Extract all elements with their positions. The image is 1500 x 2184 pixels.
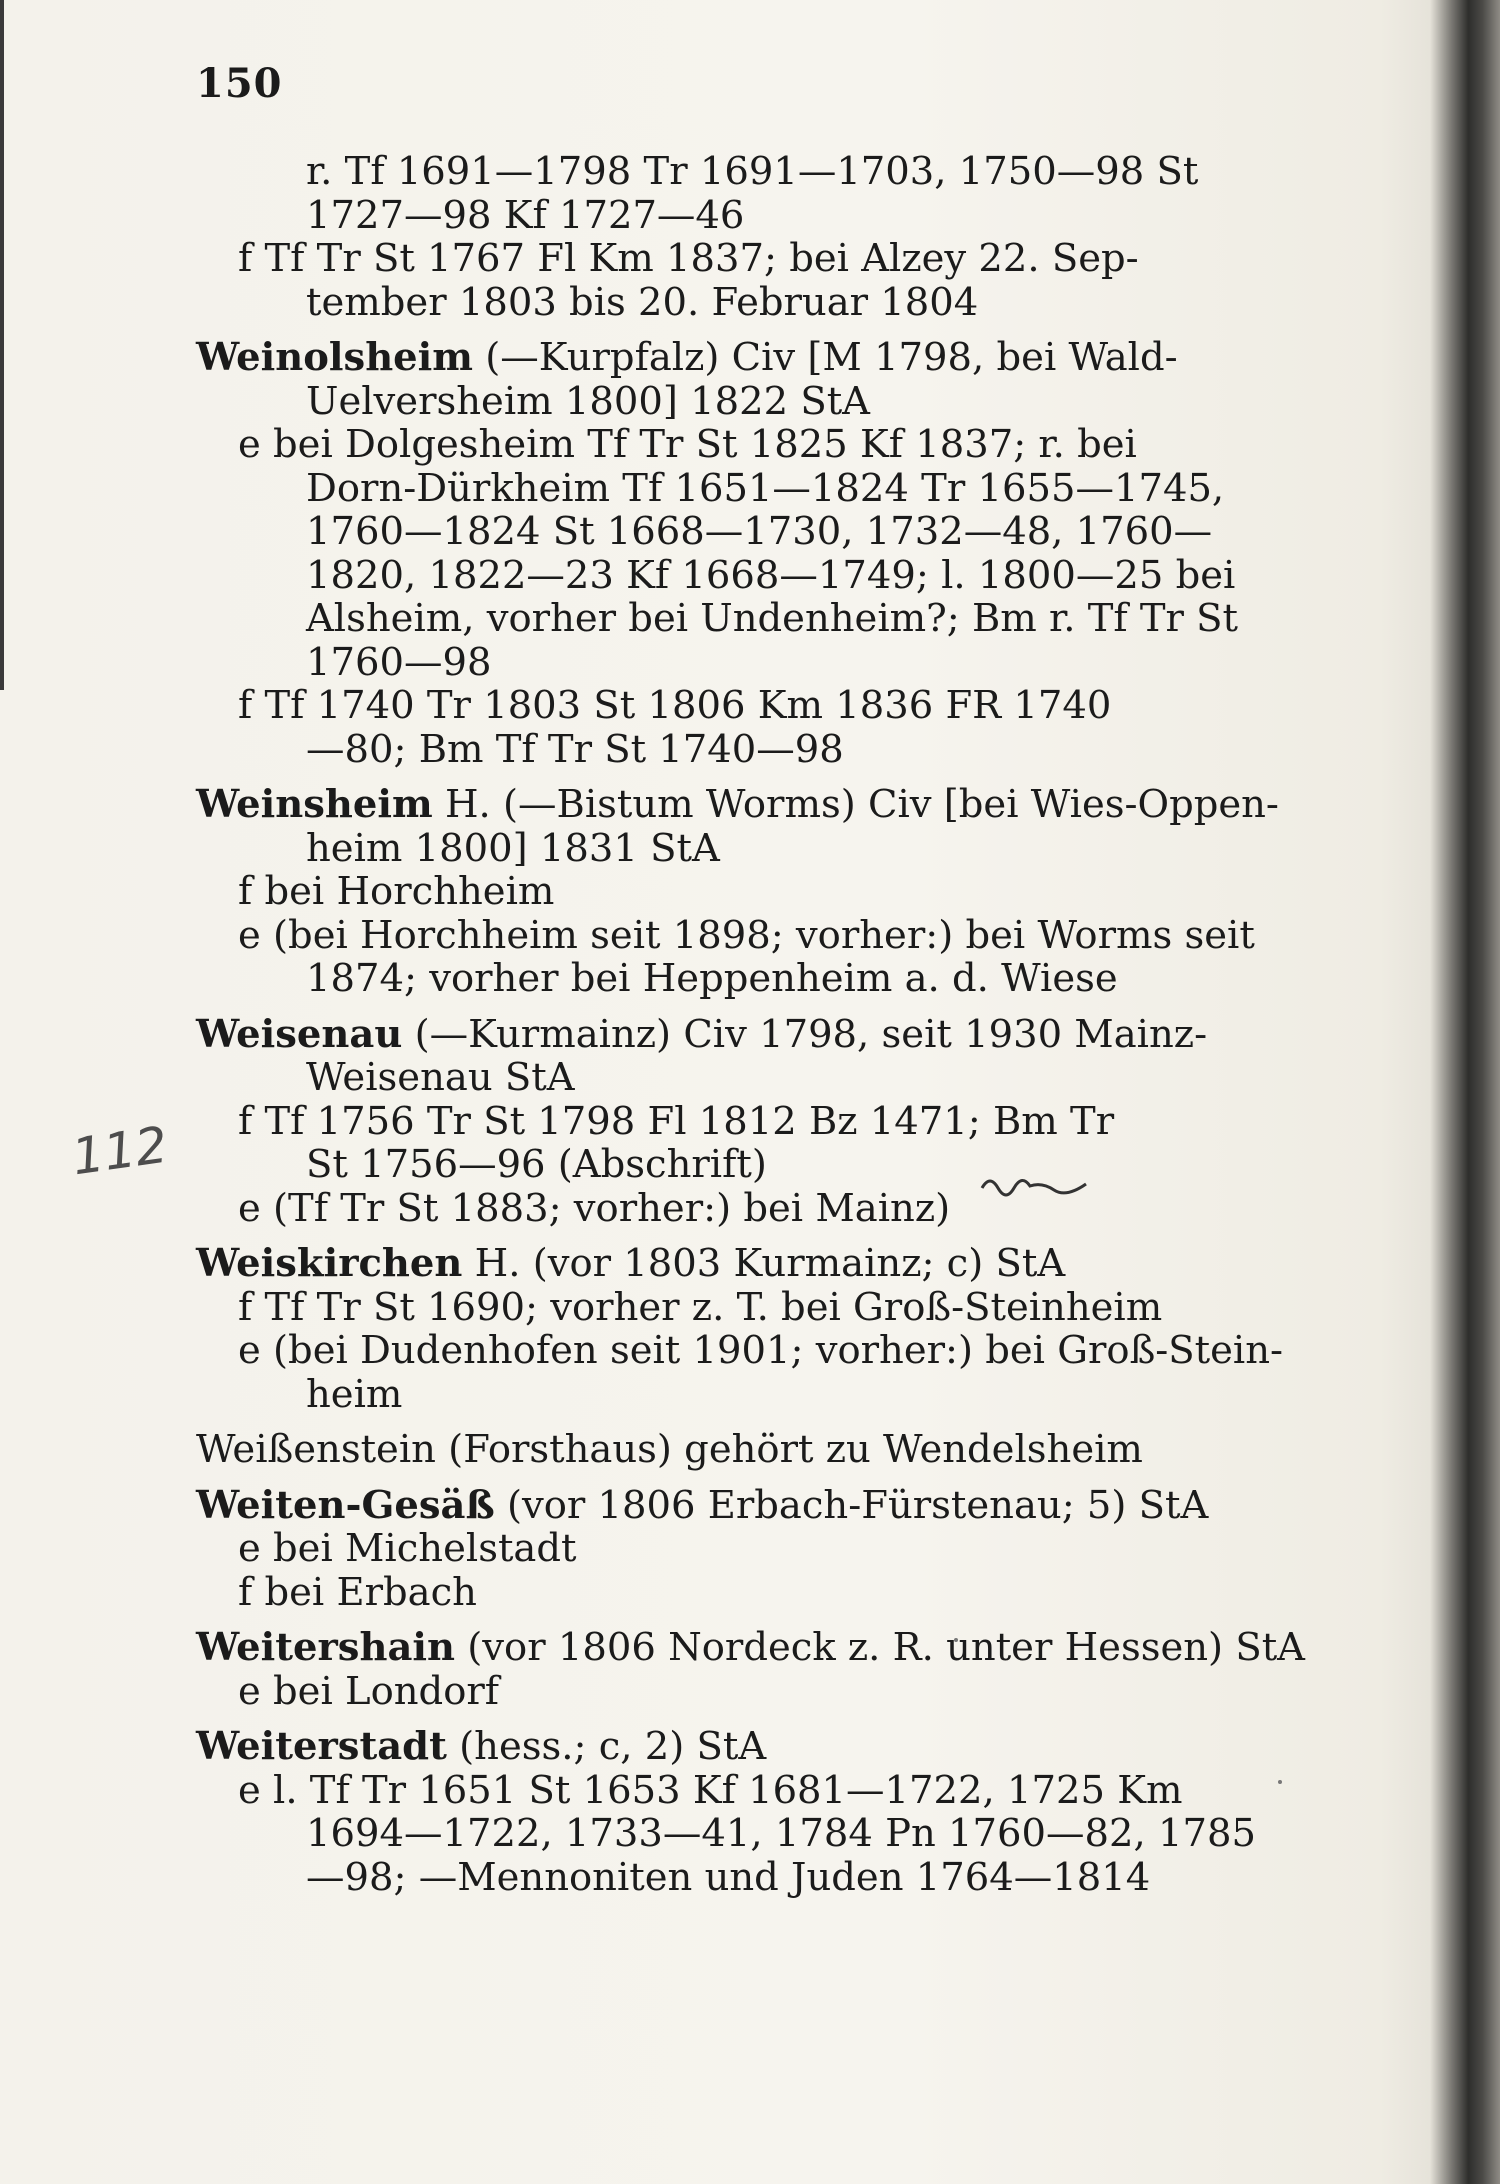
entry-line: St 1756—96 (Abschrift) (306, 1142, 767, 1187)
entry-line: r. Tf 1691—1798 Tr 1691—1703, 1750—98 St (306, 149, 1199, 194)
entry-heading (196, 1013, 1266, 1057)
handwritten-margin-note: 112 (68, 1115, 172, 1187)
entry-line: Alsheim, vorher bei Undenheim?; Bm r. Tf Tr St (306, 596, 1239, 641)
book-spine-shadow (1430, 0, 1500, 2184)
entry-line: f Tf 1756 Tr St 1798 Fl 1812 Bz 1471; Bm Tr (238, 1098, 1115, 1144)
entry-headword: Weinolsheim (196, 335, 474, 380)
entry-line: 1727—98 Kf 1727—46 (306, 192, 745, 238)
entry-line: 1820, 1822—23 Kf 1668—1749; l. 1800—25 bei (306, 552, 1236, 598)
paper-speck (1278, 1780, 1282, 1784)
entry-headword: Weisenau (196, 1011, 403, 1057)
entry-headword: Weiten-Gesäß (196, 1482, 495, 1528)
entry-line: heim 1800] 1831 StA (306, 825, 720, 871)
entry-line: e (bei Dudenhofen seit 1901; vorher:) bei Groß-Stein- (238, 1328, 1284, 1373)
entry-line: e (bei Horchheim seit 1898; vorher:) bei Worms seit (238, 912, 1255, 958)
gazetteer-entries (196, 149, 1305, 1911)
entry-line: e bei Michelstadt (238, 1526, 577, 1571)
entry-weiten-gesaess (196, 1484, 1266, 1615)
entry-heading (196, 782, 1279, 827)
entry-weinolsheim (196, 336, 1266, 771)
entry-line: 1694—1722, 1733—41, 1784 Pn 1760—82, 1785 (306, 1811, 1256, 1856)
entry-weissenstein (196, 1428, 1266, 1472)
page-number: 150 (196, 60, 283, 107)
entry-heading (196, 1484, 1266, 1528)
entry-line: Dorn-Dürkheim Tf 1651—1824 Tr 1655—1745, (306, 465, 1225, 511)
entry-heading (196, 1625, 1305, 1670)
entry-line: tember 1803 bis 20. Februar 1804 (306, 279, 979, 325)
entry-line: 1760—98 (306, 639, 492, 685)
entry-weisenau (196, 1013, 1266, 1231)
entry-heading-rest: (—Kurmainz) Civ 1798, seit 1930 Mainz- (402, 1011, 1208, 1057)
entry-heading (196, 1428, 1266, 1472)
entry-heading (196, 1242, 1266, 1286)
entry-heading-rest: (hess.; c, 2) StA (446, 1724, 767, 1769)
entry-weiskirchen (196, 1241, 1284, 1417)
entry-weiterstadt (196, 1725, 1266, 1899)
entry-line: Weisenau StA (306, 1055, 575, 1100)
entry-line: e l. Tf Tr 1651 St 1653 Kf 1681—1722, 1725 Km (238, 1767, 1183, 1813)
entry-line: 1874; vorher bei Heppenheim a. d. Wiese (306, 956, 1118, 1001)
entry-line: f Tf 1740 Tr 1803 St 1806 Km 1836 FR 1740 (238, 683, 1112, 728)
entry-weitershain (196, 1625, 1305, 1714)
entry-headword: Weinsheim (196, 782, 433, 827)
entry-line: heim (306, 1371, 403, 1417)
entry-heading (196, 336, 1266, 380)
entry-heading-rest: Weißenstein (Forsthaus) gehört zu Wendelsheim (196, 1427, 1143, 1472)
entry-line: e bei Londorf (238, 1668, 500, 1714)
entry-heading-rest: (vor 1806 Nordeck z. R. unter Hessen) StA (455, 1625, 1305, 1670)
entry-line: e (Tf Tr St 1883; vorher:) bei Mainz) (238, 1185, 951, 1231)
entry-line: f Tf Tr St 1767 Fl Km 1837; bei Alzey 22. Sep- (238, 236, 1139, 281)
entry-headword: Weitershain (196, 1625, 456, 1670)
gutter-shadow (0, 0, 4, 690)
entry-line: —80; Bm Tf Tr St 1740—98 (306, 726, 844, 772)
entry-headword: Weiterstadt (196, 1724, 447, 1769)
entry-line: f bei Horchheim (238, 869, 555, 914)
entry-heading-rest: H. (—Bistum Worms) Civ [bei Wies-Oppen- (432, 782, 1279, 827)
entry-line: Uelversheim 1800] 1822 StA (306, 378, 870, 424)
entry-heading-rest: (—Kurpfalz) Civ [M 1798, bei Wald- (473, 335, 1178, 380)
entry-weinsheim (196, 782, 1279, 1001)
entry-heading-rest: H. (vor 1803 Kurmainz; c) StA (462, 1241, 1066, 1286)
entry-line: 1760—1824 St 1668—1730, 1732—48, 1760— (306, 509, 1213, 554)
entry-line: —98; —Mennoniten und Juden 1764—1814 (306, 1854, 1151, 1900)
entry-headword: Weiskirchen (196, 1241, 463, 1286)
entry-continuation (196, 150, 1266, 324)
entry-line: f Tf Tr St 1690; vorher z. T. bei Groß-Steinheim (238, 1284, 1163, 1330)
entry-line: f bei Erbach (238, 1569, 477, 1615)
entry-line: e bei Dolgesheim Tf Tr St 1825 Kf 1837; r. bei (238, 422, 1137, 467)
entry-heading (196, 1725, 1266, 1769)
entry-heading-rest: (vor 1806 Erbach-Fürstenau; 5) StA (494, 1482, 1209, 1528)
